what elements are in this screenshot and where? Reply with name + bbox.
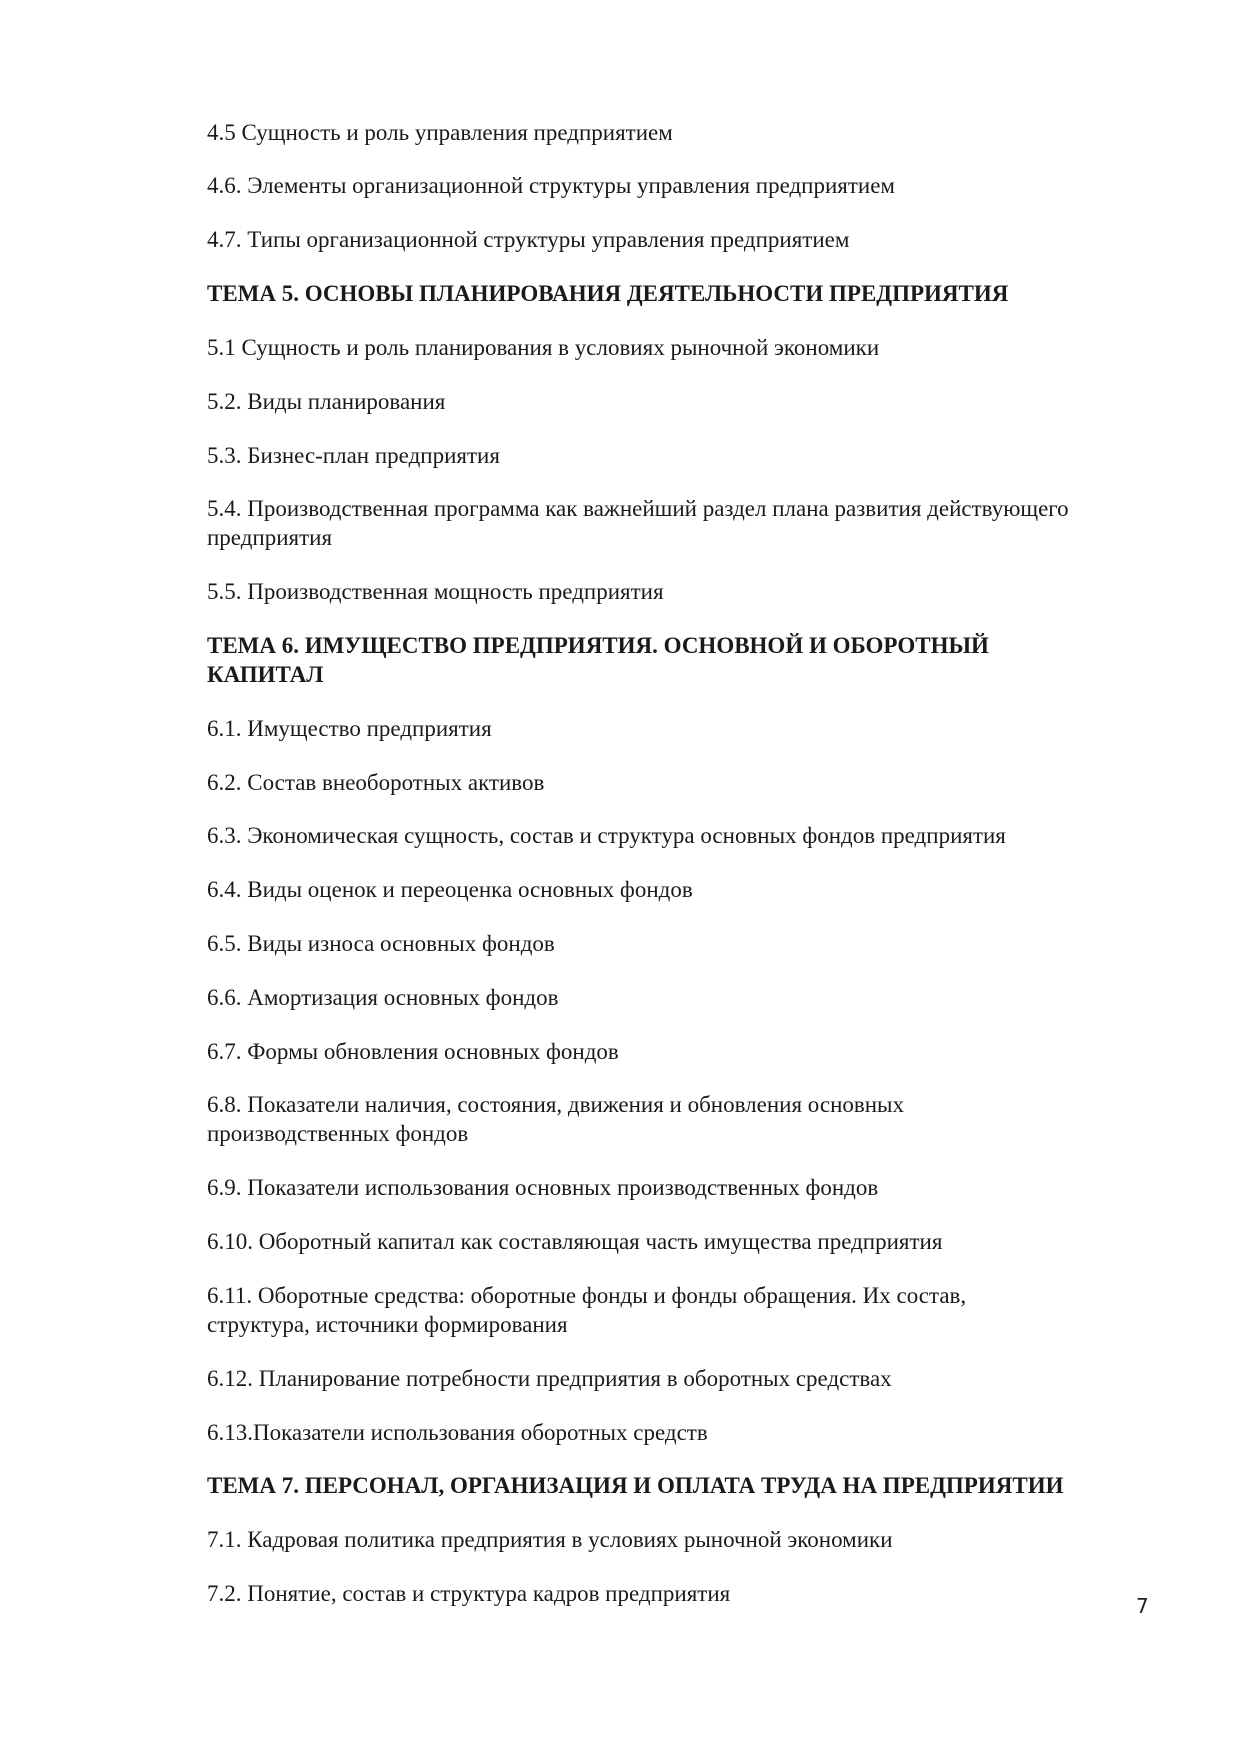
- toc-line: 5.4. Производственная программа как важнейший раздел плана развития действующего предприятия: [207, 496, 1069, 550]
- toc-line: 5.1 Сущность и роль планирования в условиях рыночной экономики: [207, 335, 880, 360]
- toc-line: 5.2. Виды планирования: [207, 389, 446, 414]
- toc-line: 4.6. Элементы организационной структуры управления предприятием: [207, 173, 895, 198]
- toc-line: 6.7. Формы обновления основных фондов: [207, 1039, 619, 1064]
- toc-line: 6.11. Оборотные средства: оборотные фонды и фонды обращения. Их состав, структура, источники формирования: [207, 1283, 967, 1337]
- toc-line: 7.1. Кадровая политика предприятия в условиях рыночной экономики: [207, 1527, 893, 1552]
- toc-line: 6.5. Виды износа основных фондов: [207, 931, 555, 956]
- section-heading: ТЕМА 7. ПЕРСОНАЛ, ОРГАНИЗАЦИЯ И ОПЛАТА ТРУДА НА ПРЕДПРИЯТИИ: [207, 1473, 1064, 1498]
- toc-line: 5.3. Бизнес-план предприятия: [207, 443, 500, 468]
- section-heading: ТЕМА 5. ОСНОВЫ ПЛАНИРОВАНИЯ ДЕЯТЕЛЬНОСТИ ПРЕДПРИЯТИЯ: [207, 281, 1009, 306]
- toc-line: 4.7. Типы организационной структуры управления предприятием: [207, 227, 850, 252]
- toc-line: 6.10. Оборотный капитал как составляющая часть имущества предприятия: [207, 1229, 943, 1254]
- toc-line: 5.5. Производственная мощность предприятия: [207, 579, 664, 604]
- page-number: 7: [1136, 1594, 1149, 1618]
- toc-line: 4.5 Сущность и роль управления предприятием: [207, 120, 673, 145]
- toc-line: 6.9. Показатели использования основных производственных фондов: [207, 1175, 879, 1200]
- toc-line: 6.1. Имущество предприятия: [207, 716, 492, 741]
- toc-line: 7.2. Понятие, состав и структура кадров предприятия: [207, 1581, 731, 1606]
- toc-line: 6.3. Экономическая сущность, состав и структура основных фондов предприятия: [207, 823, 1006, 848]
- toc-line: 6.13.Показатели использования оборотных средств: [207, 1420, 708, 1445]
- toc-line: 6.12. Планирование потребности предприятия в оборотных средствах: [207, 1366, 892, 1391]
- toc-line: 6.8. Показатели наличия, состояния, движения и обновления основных производственных фондов: [207, 1092, 905, 1146]
- section-heading: ТЕМА 6. ИМУЩЕСТВО ПРЕДПРИЯТИЯ. ОСНОВНОЙ И ОБОРОТНЫЙ КАПИТАЛ: [207, 633, 989, 687]
- toc-line: 6.4. Виды оценок и переоценка основных фондов: [207, 877, 693, 902]
- toc-line: 6.6. Амортизация основных фондов: [207, 985, 559, 1010]
- toc-line: 6.2. Состав внеоборотных активов: [207, 770, 545, 795]
